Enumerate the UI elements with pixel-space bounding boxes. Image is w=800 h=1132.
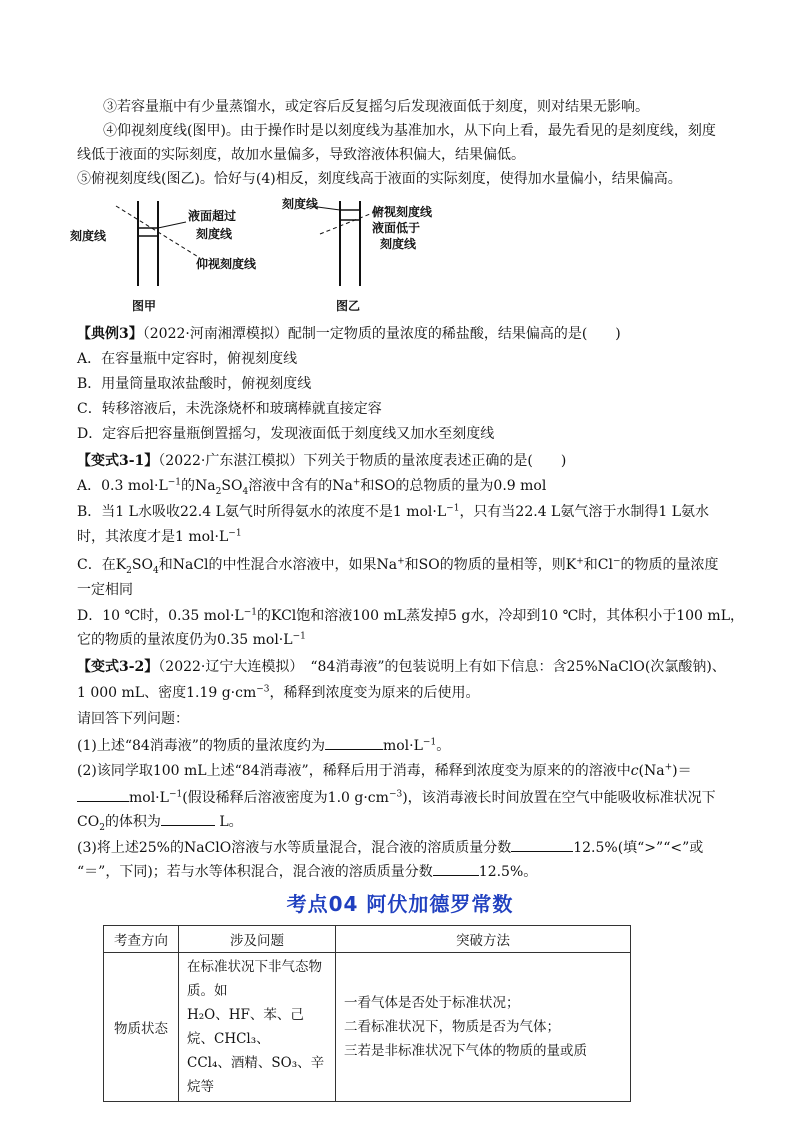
paragraph-5: ⑤俯视刻度线(图乙)。恰好与(4)相反，刻度线高于液面的实际刻度，使得加水量偏小，结果偏高。 (77, 171, 682, 187)
paragraph-4a: ④仰视刻度线(图甲)。由于操作时是以刻度线为基准加水，从下向上看，最先看见的是刻度线，刻度 (103, 123, 716, 139)
variant-3-1-option-c-cont: 一定相同 (77, 582, 133, 598)
table-header-direction: 考查方向 (104, 926, 179, 953)
variant-3-2-ask: 请回答下列问题： (77, 711, 189, 727)
example-3-option-d: D．定容后把容量瓶倒置摇匀，发现液面低于刻度线又加水至刻度线 (77, 426, 495, 442)
figure-yi-caption: 图乙 (336, 299, 361, 313)
variant-3-2-stem: 【变式3-2】（2022·辽宁大连模拟） “84消毒液”的包装说明上有如下信息：含25%NaClO(次氯酸钠)、 (77, 659, 726, 675)
variant-3-2-q2: (2)该同学取100 mL上述“84消毒液”，稀释后用于消毒，稀释到浓度变为原来的的溶液中c(Na+)＝ (77, 762, 692, 779)
figure-yi-label-view: 俯视刻度线 (372, 205, 433, 219)
paragraph-4b: 线低于液面的实际刻度，故加水量偏多，导致溶液体积偏大，结果偏低。 (77, 147, 525, 163)
figure-yi-label-mark: 刻度线 (282, 197, 319, 211)
table-cell-direction: 物质状态 (104, 953, 179, 1102)
answer-blank-5[interactable] (433, 861, 479, 876)
example-3-tag: 【典例3】 (77, 326, 143, 342)
method-table (103, 925, 631, 1102)
answer-blank-2[interactable] (77, 787, 129, 802)
variant-3-2-q1: (1)上述“84消毒液”的物质的量浓度约为 $mol\cdot L^{-1}$。 (77, 735, 450, 756)
variant-3-1-option-d-cont: 它的物质的量浓度仍为0.35 $mol\cdot L^{-1}$ (77, 631, 306, 648)
figure-yi-label-liquid2: 刻度线 (380, 237, 417, 251)
example-3-option-b: B．用量筒量取浓盐酸时，俯视刻度线 (77, 376, 312, 392)
table-cell-method: 一看气体是否处于标准状况； 二看标准状况下，物质是否为气体； 三若是非标准状况下气体的物质的量或质 (336, 953, 631, 1102)
table-row (104, 953, 631, 1102)
variant-3-1-option-d: D．10 ℃时，0.35 $mol\cdot L^{-1}$的KCl饱和溶液100 mL蒸发掉5 g水，冷却到10 ℃时，其体积小于100 mL， (77, 607, 744, 624)
variant-3-2-q3: (3)将上述25%的NaClO溶液与水等质量混合，混合液的溶质质量分数 12.5%(填“>”“<”或 (77, 837, 703, 858)
variant-3-1-stem (77, 451, 566, 471)
table-header-issue: 涉及问题 (179, 926, 336, 953)
figure-jia (68, 196, 298, 316)
paragraph-3: ③若容量瓶中有少量蒸馏水，或定容后反复摇匀后发现液面低于刻度，则对结果无影响。 (103, 99, 649, 115)
variant-3-1-tag: 【变式3-1】 (77, 453, 159, 469)
answer-blank-3[interactable] (161, 811, 215, 826)
variant-3-1-option-c: C．在$K_2SO_4$和NaCl的中性混合水溶液中，如果Na+和SO的物质的量相等，则K+和Cl−的物质的量浓度 (77, 556, 719, 576)
section-title: 考点04 阿伏加德罗常数 (286, 892, 514, 916)
figure-jia-label-liquid1: 液面超过 (188, 209, 237, 223)
variant-3-2-q3-cont: “＝”，下同)；若与水等体积混合，混合液的溶质质量分数 12.5%。 (77, 861, 537, 882)
figure-jia-label-mark: 刻度线 (70, 229, 107, 243)
table-header-row (104, 926, 631, 953)
table-header-method: 突破方法 (336, 926, 631, 953)
figure-yi (280, 196, 510, 316)
variant-3-2-tag: 【变式3-2】 (77, 659, 159, 675)
answer-blank-1[interactable] (325, 735, 383, 750)
variant-3-2-stem-cont: 1 000 mL、密度1.19 $g\cdot cm^{-3}$，稀释到浓度变为原来的后使用。 (77, 684, 480, 701)
example-3-stem (77, 324, 621, 344)
variant-3-1-option-b-cont: 时，其浓度才是1 $mol\cdot L^{-1}$ (77, 528, 242, 545)
variant-3-2-q2-cont: $mol\cdot L^{-1}$(假设稀释后溶液密度为1.0 $g\cdot cm^{-3}$)，该消毒液长时间放置在空气中能吸收标准状况下 (77, 787, 716, 808)
answer-blank-4[interactable] (511, 837, 573, 852)
example-3-option-c: C．转移溶液后，未洗涤烧杯和玻璃棒就直接定容 (77, 401, 382, 417)
variant-3-1-question: （2022·广东湛江模拟）下列关于物质的量浓度表述正确的是( ) (158, 453, 567, 469)
variant-3-1-option-a: A．0.3 $mol\cdot L^{-1}$的$Na_2SO_4$溶液中含有的Na+和SO的总物质的量为0.9 mol (77, 477, 547, 497)
example-3-question: （2022·河南湘潭模拟）配制一定物质的量浓度的稀盐酸，结果偏高的是( ) (142, 326, 621, 342)
figure-jia-label-view: 仰视刻度线 (196, 257, 257, 271)
variant-3-2-q2-cont2: $CO_2$的体积为 L。 (77, 811, 243, 832)
figure-jia-label-liquid2: 刻度线 (196, 227, 233, 241)
example-3-option-a: A．在容量瓶中定容时，俯视刻度线 (77, 351, 298, 367)
variant-3-1-option-b: B．当1 L水吸收22.4 L氨气时所得氨水的浓度不是1 $mol\cdot L^{-1}$，只有当22.4 L氨气溶于水制得1 L氨水 (77, 503, 710, 520)
figure-jia-caption: 图甲 (132, 299, 157, 313)
figure-yi-label-liquid1: 液面低于 (372, 221, 421, 235)
table-cell-issue: 在标准状况下非气态物质。如 H₂O、HF、苯、己烷、CHCl₃、 CCl₄、酒精、SO₃、辛烷等 (179, 953, 336, 1102)
